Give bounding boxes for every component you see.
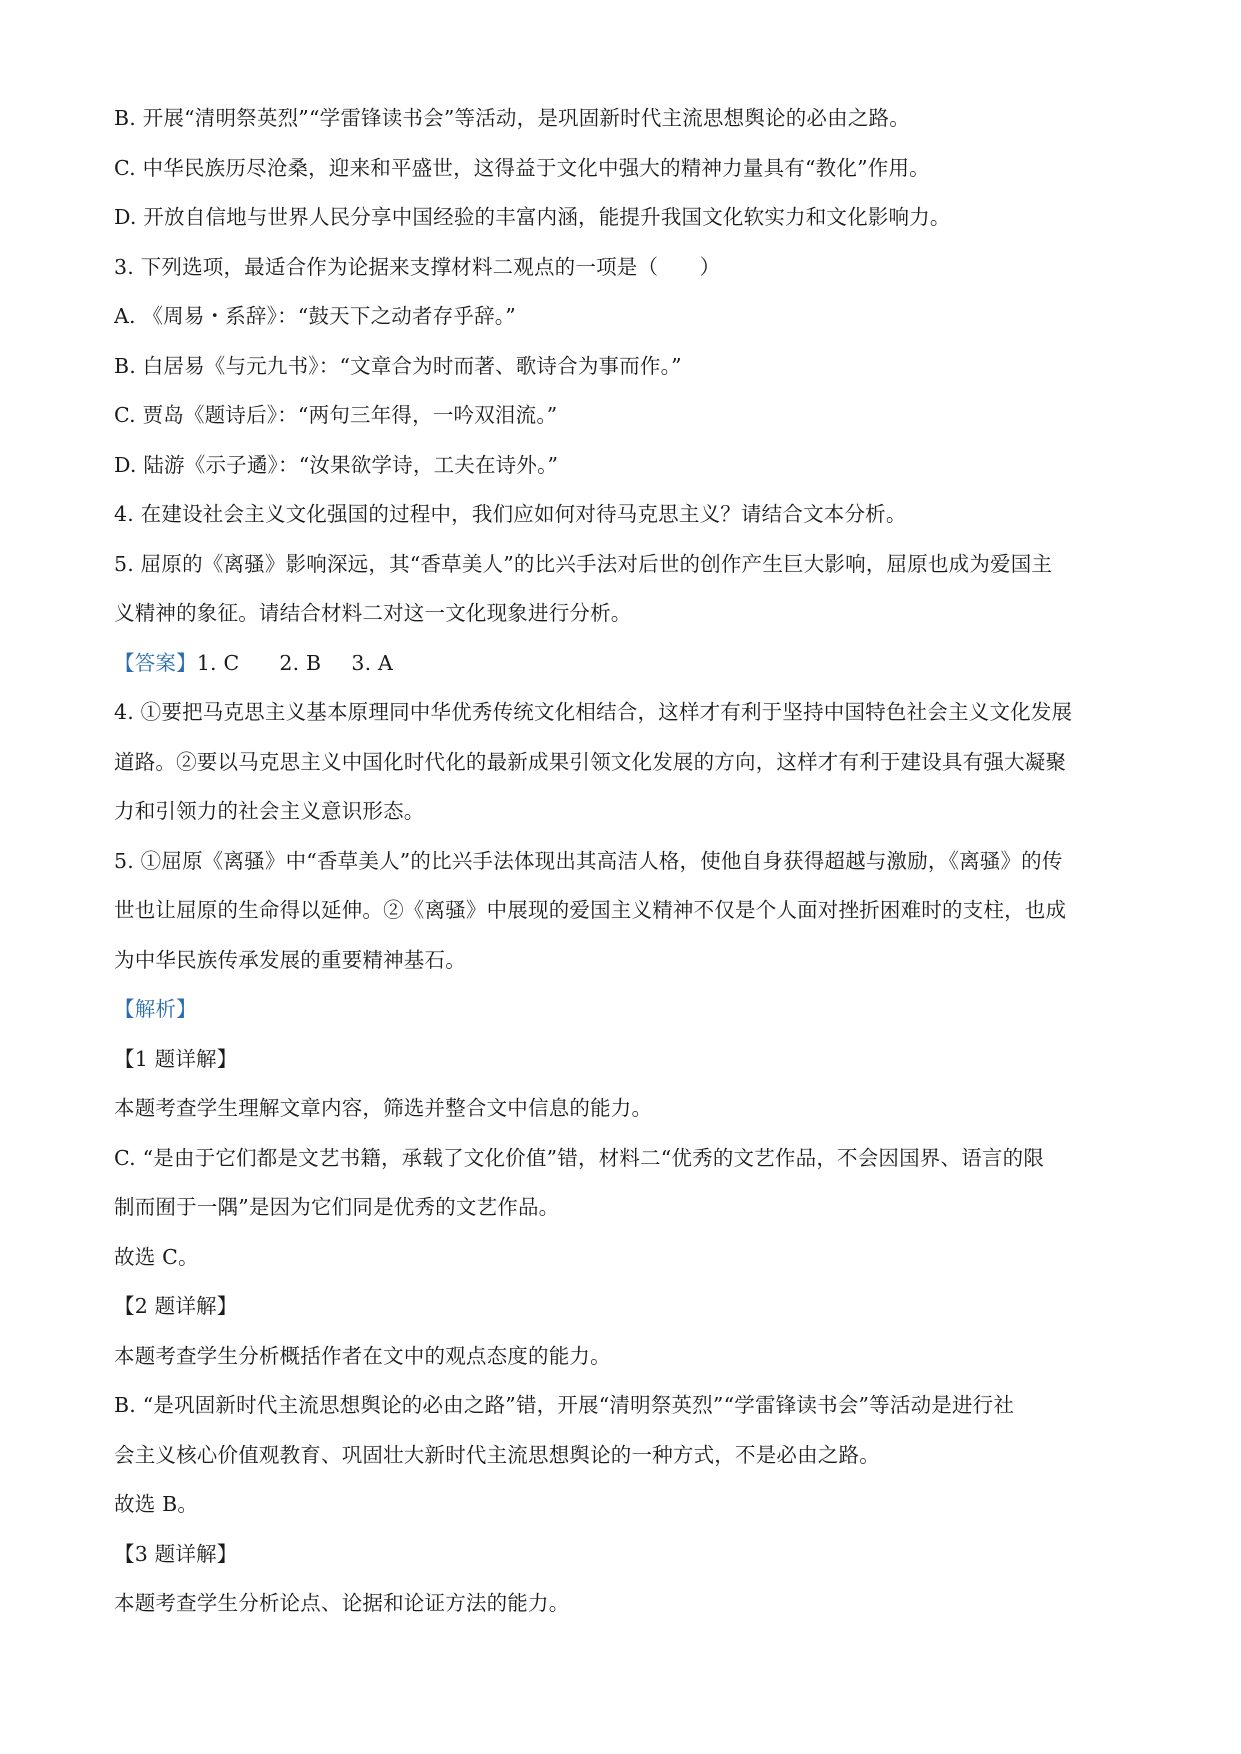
answer-5-line-3: 为中华民族传承发展的重要精神基石。 [114,947,466,972]
q1-detail-c-line-2: 制而囿于一隅”是因为它们同是优秀的文艺作品。 [114,1195,560,1219]
q3-option-a: A. 《周易・系辞》：“鼓天下之动者存乎辞。” [114,304,516,328]
answer-2: 2. B [279,650,322,675]
q1-choice: 故选 C。 [114,1244,199,1269]
answer-line [114,639,1136,689]
question-4: 4. 在建设社会主义文化强国的过程中，我们应如何对待马克思主义？请结合文本分析。 [114,502,907,526]
q2-detail-heading: 【2 题详解】 [114,1294,238,1318]
question-5-line-1: 5. 屈原的《离骚》影响深远，其“香草美人”的比兴手法对后世的创作产生巨大影响，屈原也成为爱国主 [114,551,1053,576]
document-page [114,94,1136,1629]
answer-1: 1. C [196,650,240,675]
answer-4-line-3: 力和引领力的社会主义意识形态。 [114,799,425,823]
option-line-c: C. 中华民族历尽沧桑，迎来和平盛世，这得益于文化中强大的精神力量具有“教化”作用。 [114,155,930,180]
answer-5-line-1: 5. ①屈原《离骚》中“香草美人”的比兴手法体现出其高洁人格，使他自身获得超越与激励，《离骚》的传 [114,848,1063,873]
q3-option-d: D. 陆游《示子遹》：“汝果欲学诗，工夫在诗外。” [114,452,559,477]
q3-detail-text: 本题考查学生分析论点、论据和论证方法的能力。 [114,1591,570,1615]
q1-detail-c-line-1: C. “是由于它们都是文艺书籍，承载了文化价值”错，材料二“优秀的文艺作品，不会因国界、语言的限 [114,1145,1045,1170]
answer-3: 3. A [351,650,394,675]
answer-4-line-2: 道路。②要以马克思主义中国化时代化的最新成果引领文化发展的方向，这样才有利于建设具有强大凝聚 [114,749,1067,774]
q2-detail-b-line-1: B. “是巩固新时代主流思想舆论的必由之路”错，开展“清明祭英烈”“学雷锋读书会”等活动是进行社 [114,1393,1015,1417]
q2-choice: 故选 B。 [114,1492,199,1516]
answer-label: 【答案】 [114,650,197,675]
q2-detail-b-line-2: 会主义核心价值观教育、巩固壮大新时代主流思想舆论的一种方式，不是必由之路。 [114,1442,880,1467]
q2-detail-text: 本题考查学生分析概括作者在文中的观点态度的能力。 [114,1343,611,1368]
q1-detail-text: 本题考查学生理解文章内容，筛选并整合文中信息的能力。 [114,1096,653,1120]
question-3: 3. 下列选项，最适合作为论据来支撑材料二观点的一项是（ ） [114,254,721,279]
question-5-line-2: 义精神的象征。请结合材料二对这一文化现象进行分析。 [114,601,632,625]
q3-detail-heading: 【3 题详解】 [114,1541,238,1566]
q1-detail-heading: 【1 题详解】 [114,1046,238,1071]
analysis-label: 【解析】 [114,997,197,1021]
answer-5-line-2: 世也让屈原的生命得以延伸。②《离骚》中展现的爱国主义精神不仅是个人面对挫折困难时的支柱，也成 [114,898,1067,922]
option-line-d: D. 开放自信地与世界人民分享中国经验的丰富内涵，能提升我国文化软实力和文化影响力。 [114,205,951,229]
q3-option-b: B. 白居易《与元九书》：“文章合为时而著、歌诗合为事而作。” [114,353,682,378]
option-line-b: B. 开展“清明祭英烈”“学雷锋读书会”等活动，是巩固新时代主流思想舆论的必由之路。 [114,106,910,130]
q3-option-c: C. 贾岛《题诗后》：“两句三年得，一吟双泪流。” [114,403,558,427]
answer-4-line-1: 4. ①要把马克思主义基本原理同中华优秀传统文化相结合，这样才有利于坚持中国特色社会主义文化发展 [114,700,1073,724]
